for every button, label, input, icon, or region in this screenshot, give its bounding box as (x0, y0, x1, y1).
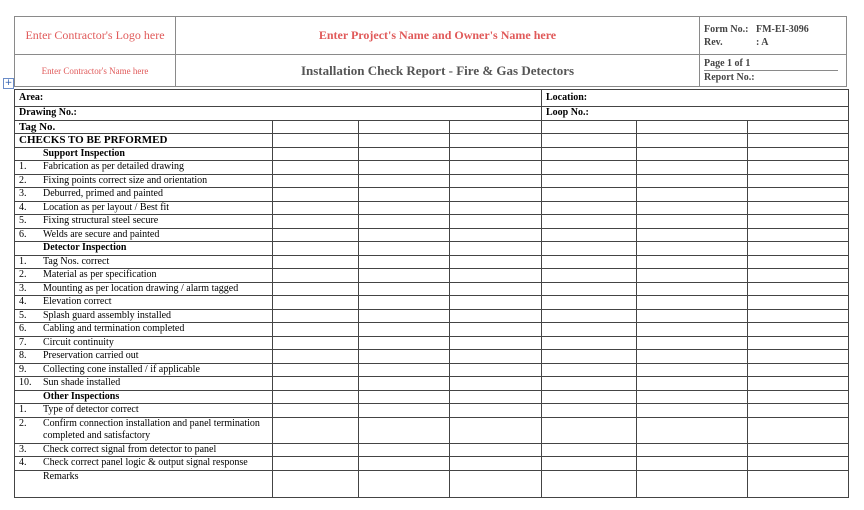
check-cell[interactable] (273, 228, 359, 242)
item-text: Cabling and termination completed (43, 323, 185, 335)
check-cell[interactable] (359, 377, 450, 391)
check-cell[interactable] (273, 417, 359, 443)
check-cell[interactable] (637, 377, 748, 391)
check-cell[interactable] (748, 215, 849, 229)
check-cell[interactable] (450, 336, 542, 350)
item-number: 6. (19, 228, 27, 240)
check-cell[interactable] (637, 363, 748, 377)
form-no-value: FM-EI-3096 (756, 23, 809, 35)
checklist-item-row (15, 188, 849, 202)
check-cell[interactable] (542, 404, 637, 418)
check-cell[interactable] (748, 269, 849, 283)
check-cell[interactable] (273, 174, 359, 188)
check-cell[interactable] (748, 350, 849, 364)
check-cell[interactable] (273, 161, 359, 175)
item-number: 4. (19, 457, 27, 469)
item-text: Mounting as per location drawing / alarm tagged (43, 282, 239, 294)
checklist-item-row (15, 377, 849, 391)
checklist-item-row (15, 457, 849, 471)
check-cell[interactable] (542, 296, 637, 310)
report-title: Installation Check Report - Fire & Gas Detectors (176, 55, 700, 87)
check-cell[interactable] (748, 390, 849, 404)
check-cell[interactable] (748, 161, 849, 175)
tag-cell[interactable] (450, 120, 542, 134)
item-number: 3. (19, 443, 27, 455)
check-cell[interactable] (542, 161, 637, 175)
item-number: 9. (19, 363, 27, 375)
tag-cell[interactable] (359, 120, 450, 134)
check-cell[interactable] (450, 282, 542, 296)
check-cell[interactable] (273, 323, 359, 337)
check-cell[interactable] (450, 350, 542, 364)
check-cell[interactable] (542, 174, 637, 188)
checklist-item-row (15, 443, 849, 457)
item-number: 3. (19, 282, 27, 294)
checklist-item (15, 336, 273, 350)
check-cell[interactable] (748, 404, 849, 418)
check-cell[interactable] (637, 390, 748, 404)
checklist-item (15, 201, 273, 215)
check-cell[interactable] (273, 215, 359, 229)
check-cell[interactable] (450, 363, 542, 377)
check-cell[interactable] (359, 269, 450, 283)
check-cell[interactable] (637, 457, 748, 471)
check-cell[interactable] (359, 443, 450, 457)
checklist-item (15, 377, 273, 391)
check-cell[interactable] (359, 296, 450, 310)
item-number: 4. (19, 296, 27, 308)
remarks-cell[interactable] (637, 470, 748, 497)
check-cell[interactable] (542, 215, 637, 229)
rev-value: : A (756, 36, 769, 48)
check-cell[interactable] (273, 201, 359, 215)
check-cell[interactable] (748, 323, 849, 337)
check-cell[interactable] (450, 457, 542, 471)
checklist-item-row (15, 336, 849, 350)
check-cell[interactable] (748, 457, 849, 471)
checklist-table (14, 89, 848, 498)
check-cell[interactable] (542, 363, 637, 377)
form-no-label: Form No.: (704, 23, 749, 35)
checklist-item-row (15, 161, 849, 175)
check-cell[interactable] (450, 147, 542, 161)
check-cell[interactable] (273, 296, 359, 310)
check-cell[interactable] (542, 255, 637, 269)
checklist-item-row (15, 228, 849, 242)
check-cell[interactable] (748, 174, 849, 188)
item-number: 10. (19, 377, 32, 389)
tag-no-label: Tag No. (15, 120, 273, 134)
item-number: 7. (19, 336, 27, 348)
check-cell[interactable] (450, 174, 542, 188)
check-cell[interactable] (450, 161, 542, 175)
item-number: 1. (19, 255, 27, 267)
item-number: 2. (19, 418, 27, 429)
check-cell[interactable] (450, 443, 542, 457)
checklist-item (15, 215, 273, 229)
checklist-item (15, 309, 273, 323)
item-number: 4. (19, 201, 27, 213)
checklist-item-row (15, 215, 849, 229)
checklist-item-row (15, 323, 849, 337)
item-text: Circuit continuity (43, 336, 114, 348)
item-number: 1. (19, 161, 27, 173)
check-cell[interactable] (542, 282, 637, 296)
check-cell[interactable] (450, 134, 542, 148)
check-cell[interactable] (748, 443, 849, 457)
section-title: Support Inspection (15, 147, 273, 161)
checklist-item-row (15, 417, 849, 443)
drawing-no-field[interactable]: Drawing No.: (15, 107, 542, 121)
report-no-label: Report No.: (704, 72, 755, 83)
checklist-item-row (15, 201, 849, 215)
item-number: 3. (19, 188, 27, 200)
item-text: Fixing structural steel secure (43, 215, 159, 227)
remarks-label: Remarks (15, 470, 273, 497)
check-cell[interactable] (450, 188, 542, 202)
checklist-item-row (15, 404, 849, 418)
location-field[interactable]: Location: (542, 90, 849, 107)
check-cell[interactable] (450, 228, 542, 242)
check-cell[interactable] (359, 215, 450, 229)
check-cell[interactable] (359, 404, 450, 418)
check-cell[interactable] (450, 296, 542, 310)
tag-cell[interactable] (542, 120, 637, 134)
check-cell[interactable] (359, 255, 450, 269)
check-cell[interactable] (450, 215, 542, 229)
checklist-item (15, 404, 273, 418)
check-cell[interactable] (542, 228, 637, 242)
item-number: 8. (19, 350, 27, 362)
check-cell[interactable] (542, 390, 637, 404)
checklist-item (15, 174, 273, 188)
checklist-item-row (15, 350, 849, 364)
check-cell[interactable] (359, 201, 450, 215)
page-info (700, 55, 847, 87)
check-cell[interactable] (359, 161, 450, 175)
report-header (14, 16, 846, 86)
check-cell[interactable] (637, 269, 748, 283)
item-number: 1. (19, 404, 27, 416)
check-cell[interactable] (359, 417, 450, 443)
check-cell[interactable] (450, 323, 542, 337)
check-cell[interactable] (542, 309, 637, 323)
check-cell[interactable] (542, 147, 637, 161)
check-cell[interactable] (450, 269, 542, 283)
check-cell[interactable] (450, 255, 542, 269)
item-text: Preservation carried out (43, 350, 139, 362)
check-cell[interactable] (637, 309, 748, 323)
tag-cell[interactable] (637, 120, 748, 134)
item-text: Confirm connection installation and panel termination completed and satisfactory (43, 418, 260, 441)
checklist-item (15, 228, 273, 242)
check-cell[interactable] (637, 296, 748, 310)
checklist-item (15, 417, 273, 443)
check-cell[interactable] (273, 282, 359, 296)
check-cell[interactable] (273, 363, 359, 377)
check-cell[interactable] (637, 242, 748, 256)
check-cell[interactable] (748, 296, 849, 310)
check-cell[interactable] (359, 228, 450, 242)
item-text: Collecting cone installed / if applicable (43, 363, 200, 375)
check-cell[interactable] (273, 457, 359, 471)
check-cell[interactable] (748, 363, 849, 377)
check-cell[interactable] (273, 404, 359, 418)
check-cell[interactable] (542, 134, 637, 148)
item-number: 2. (19, 174, 27, 186)
check-cell[interactable] (748, 377, 849, 391)
check-cell[interactable] (748, 147, 849, 161)
check-cell[interactable] (637, 215, 748, 229)
item-text: Fixing points correct size and orientation (43, 174, 208, 186)
check-cell[interactable] (637, 201, 748, 215)
check-cell[interactable] (359, 390, 450, 404)
check-cell[interactable] (273, 309, 359, 323)
item-text: Splash guard assembly installed (43, 309, 172, 321)
section-title: Detector Inspection (15, 242, 273, 256)
remarks-cell[interactable] (450, 470, 542, 497)
check-cell[interactable] (542, 188, 637, 202)
item-text: Elevation correct (43, 296, 112, 308)
check-cell[interactable] (542, 377, 637, 391)
check-cell[interactable] (273, 443, 359, 457)
check-cell[interactable] (359, 282, 450, 296)
check-cell[interactable] (542, 242, 637, 256)
check-cell[interactable] (542, 350, 637, 364)
check-cell[interactable] (273, 377, 359, 391)
section-header-row (15, 390, 849, 404)
check-cell[interactable] (748, 201, 849, 215)
checklist-item (15, 296, 273, 310)
loop-no-field[interactable]: Loop No.: (542, 107, 849, 121)
check-cell[interactable] (637, 336, 748, 350)
check-cell[interactable] (637, 323, 748, 337)
table-move-handle-icon[interactable]: + (4, 78, 13, 88)
checklist-item-row (15, 269, 849, 283)
item-text: Sun shade installed (43, 377, 121, 389)
check-cell[interactable] (637, 161, 748, 175)
item-text: Type of detector correct (43, 404, 139, 416)
item-text: Location as per layout / Best fit (43, 201, 170, 213)
check-cell[interactable] (748, 228, 849, 242)
check-cell[interactable] (273, 147, 359, 161)
item-text: Welds are secure and painted (43, 228, 160, 240)
check-cell[interactable] (359, 363, 450, 377)
remarks-cell[interactable] (273, 470, 359, 497)
item-number: 6. (19, 323, 27, 335)
page-text: Page 1 of 1 (704, 57, 838, 71)
checklist-item-row (15, 309, 849, 323)
check-cell[interactable] (359, 147, 450, 161)
project-name-placeholder: Enter Project's Name and Owner's Name here (176, 17, 700, 55)
checks-heading: CHECKS TO BE PRFORMED (15, 134, 273, 148)
remarks-cell[interactable] (542, 470, 637, 497)
item-number: 2. (19, 269, 27, 281)
check-cell[interactable] (273, 255, 359, 269)
checklist-item (15, 161, 273, 175)
check-cell[interactable] (450, 404, 542, 418)
contractor-logo-placeholder: Enter Contractor's Logo here (15, 17, 176, 55)
check-cell[interactable] (359, 336, 450, 350)
item-text: Check correct panel logic & output signal response (43, 457, 248, 469)
check-cell[interactable] (748, 255, 849, 269)
check-cell[interactable] (359, 350, 450, 364)
check-cell[interactable] (748, 282, 849, 296)
check-cell[interactable] (637, 255, 748, 269)
checklist-item (15, 363, 273, 377)
check-cell[interactable] (450, 242, 542, 256)
remarks-cell[interactable] (748, 470, 849, 497)
checklist-item (15, 188, 273, 202)
check-cell[interactable] (273, 390, 359, 404)
checklist-item-row (15, 296, 849, 310)
tag-cell[interactable] (273, 120, 359, 134)
check-cell[interactable] (637, 147, 748, 161)
section-header-row (15, 147, 849, 161)
check-cell[interactable] (748, 134, 849, 148)
check-cell[interactable] (637, 174, 748, 188)
check-cell[interactable] (359, 457, 450, 471)
check-cell[interactable] (450, 309, 542, 323)
check-cell[interactable] (273, 188, 359, 202)
check-cell[interactable] (359, 188, 450, 202)
checklist-item (15, 457, 273, 471)
checklist-item (15, 443, 273, 457)
check-cell[interactable] (273, 134, 359, 148)
item-text: Material as per specification (43, 269, 157, 281)
item-text: Check correct signal from detector to panel (43, 443, 217, 455)
check-cell[interactable] (450, 377, 542, 391)
check-cell[interactable] (748, 309, 849, 323)
check-cell[interactable] (637, 228, 748, 242)
check-cell[interactable] (637, 350, 748, 364)
check-cell[interactable] (637, 282, 748, 296)
item-number: 5. (19, 309, 27, 321)
check-cell[interactable] (542, 323, 637, 337)
area-field[interactable]: Area: (15, 90, 542, 107)
check-cell[interactable] (359, 323, 450, 337)
check-cell[interactable] (637, 417, 748, 443)
check-cell[interactable] (542, 417, 637, 443)
check-cell[interactable] (542, 443, 637, 457)
check-cell[interactable] (637, 404, 748, 418)
check-cell[interactable] (359, 309, 450, 323)
item-text: Deburred, primed and painted (43, 188, 163, 200)
checklist-item (15, 323, 273, 337)
remarks-cell[interactable] (359, 470, 450, 497)
check-cell[interactable] (637, 188, 748, 202)
check-cell[interactable] (450, 201, 542, 215)
section-title: Other Inspections (15, 390, 273, 404)
rev-label: Rev. (704, 36, 723, 48)
checklist-item (15, 350, 273, 364)
check-cell[interactable] (542, 201, 637, 215)
check-cell[interactable] (450, 390, 542, 404)
check-cell[interactable] (359, 174, 450, 188)
checklist-item-row (15, 282, 849, 296)
check-cell[interactable] (748, 242, 849, 256)
check-cell[interactable] (359, 134, 450, 148)
check-cell[interactable] (273, 350, 359, 364)
check-cell[interactable] (359, 242, 450, 256)
check-cell[interactable] (748, 417, 849, 443)
checklist-item-row (15, 174, 849, 188)
item-number: 5. (19, 215, 27, 227)
check-cell[interactable] (542, 336, 637, 350)
check-cell[interactable] (637, 443, 748, 457)
check-cell[interactable] (637, 134, 748, 148)
contractor-name-placeholder: Enter Contractor's Name here (15, 55, 176, 87)
section-header-row (15, 242, 849, 256)
check-cell[interactable] (542, 457, 637, 471)
check-cell[interactable] (542, 269, 637, 283)
check-cell[interactable] (273, 269, 359, 283)
checklist-item-row (15, 255, 849, 269)
checklist-item (15, 282, 273, 296)
checklist-item (15, 255, 273, 269)
check-cell[interactable] (273, 242, 359, 256)
item-text: Tag Nos. correct (43, 255, 110, 267)
check-cell[interactable] (748, 336, 849, 350)
form-info (700, 17, 847, 55)
item-text: Fabrication as per detailed drawing (43, 161, 185, 173)
checklist-item (15, 269, 273, 283)
check-cell[interactable] (273, 336, 359, 350)
checklist-item-row (15, 363, 849, 377)
check-cell[interactable] (748, 188, 849, 202)
tag-cell[interactable] (748, 120, 849, 134)
check-cell[interactable] (450, 417, 542, 443)
